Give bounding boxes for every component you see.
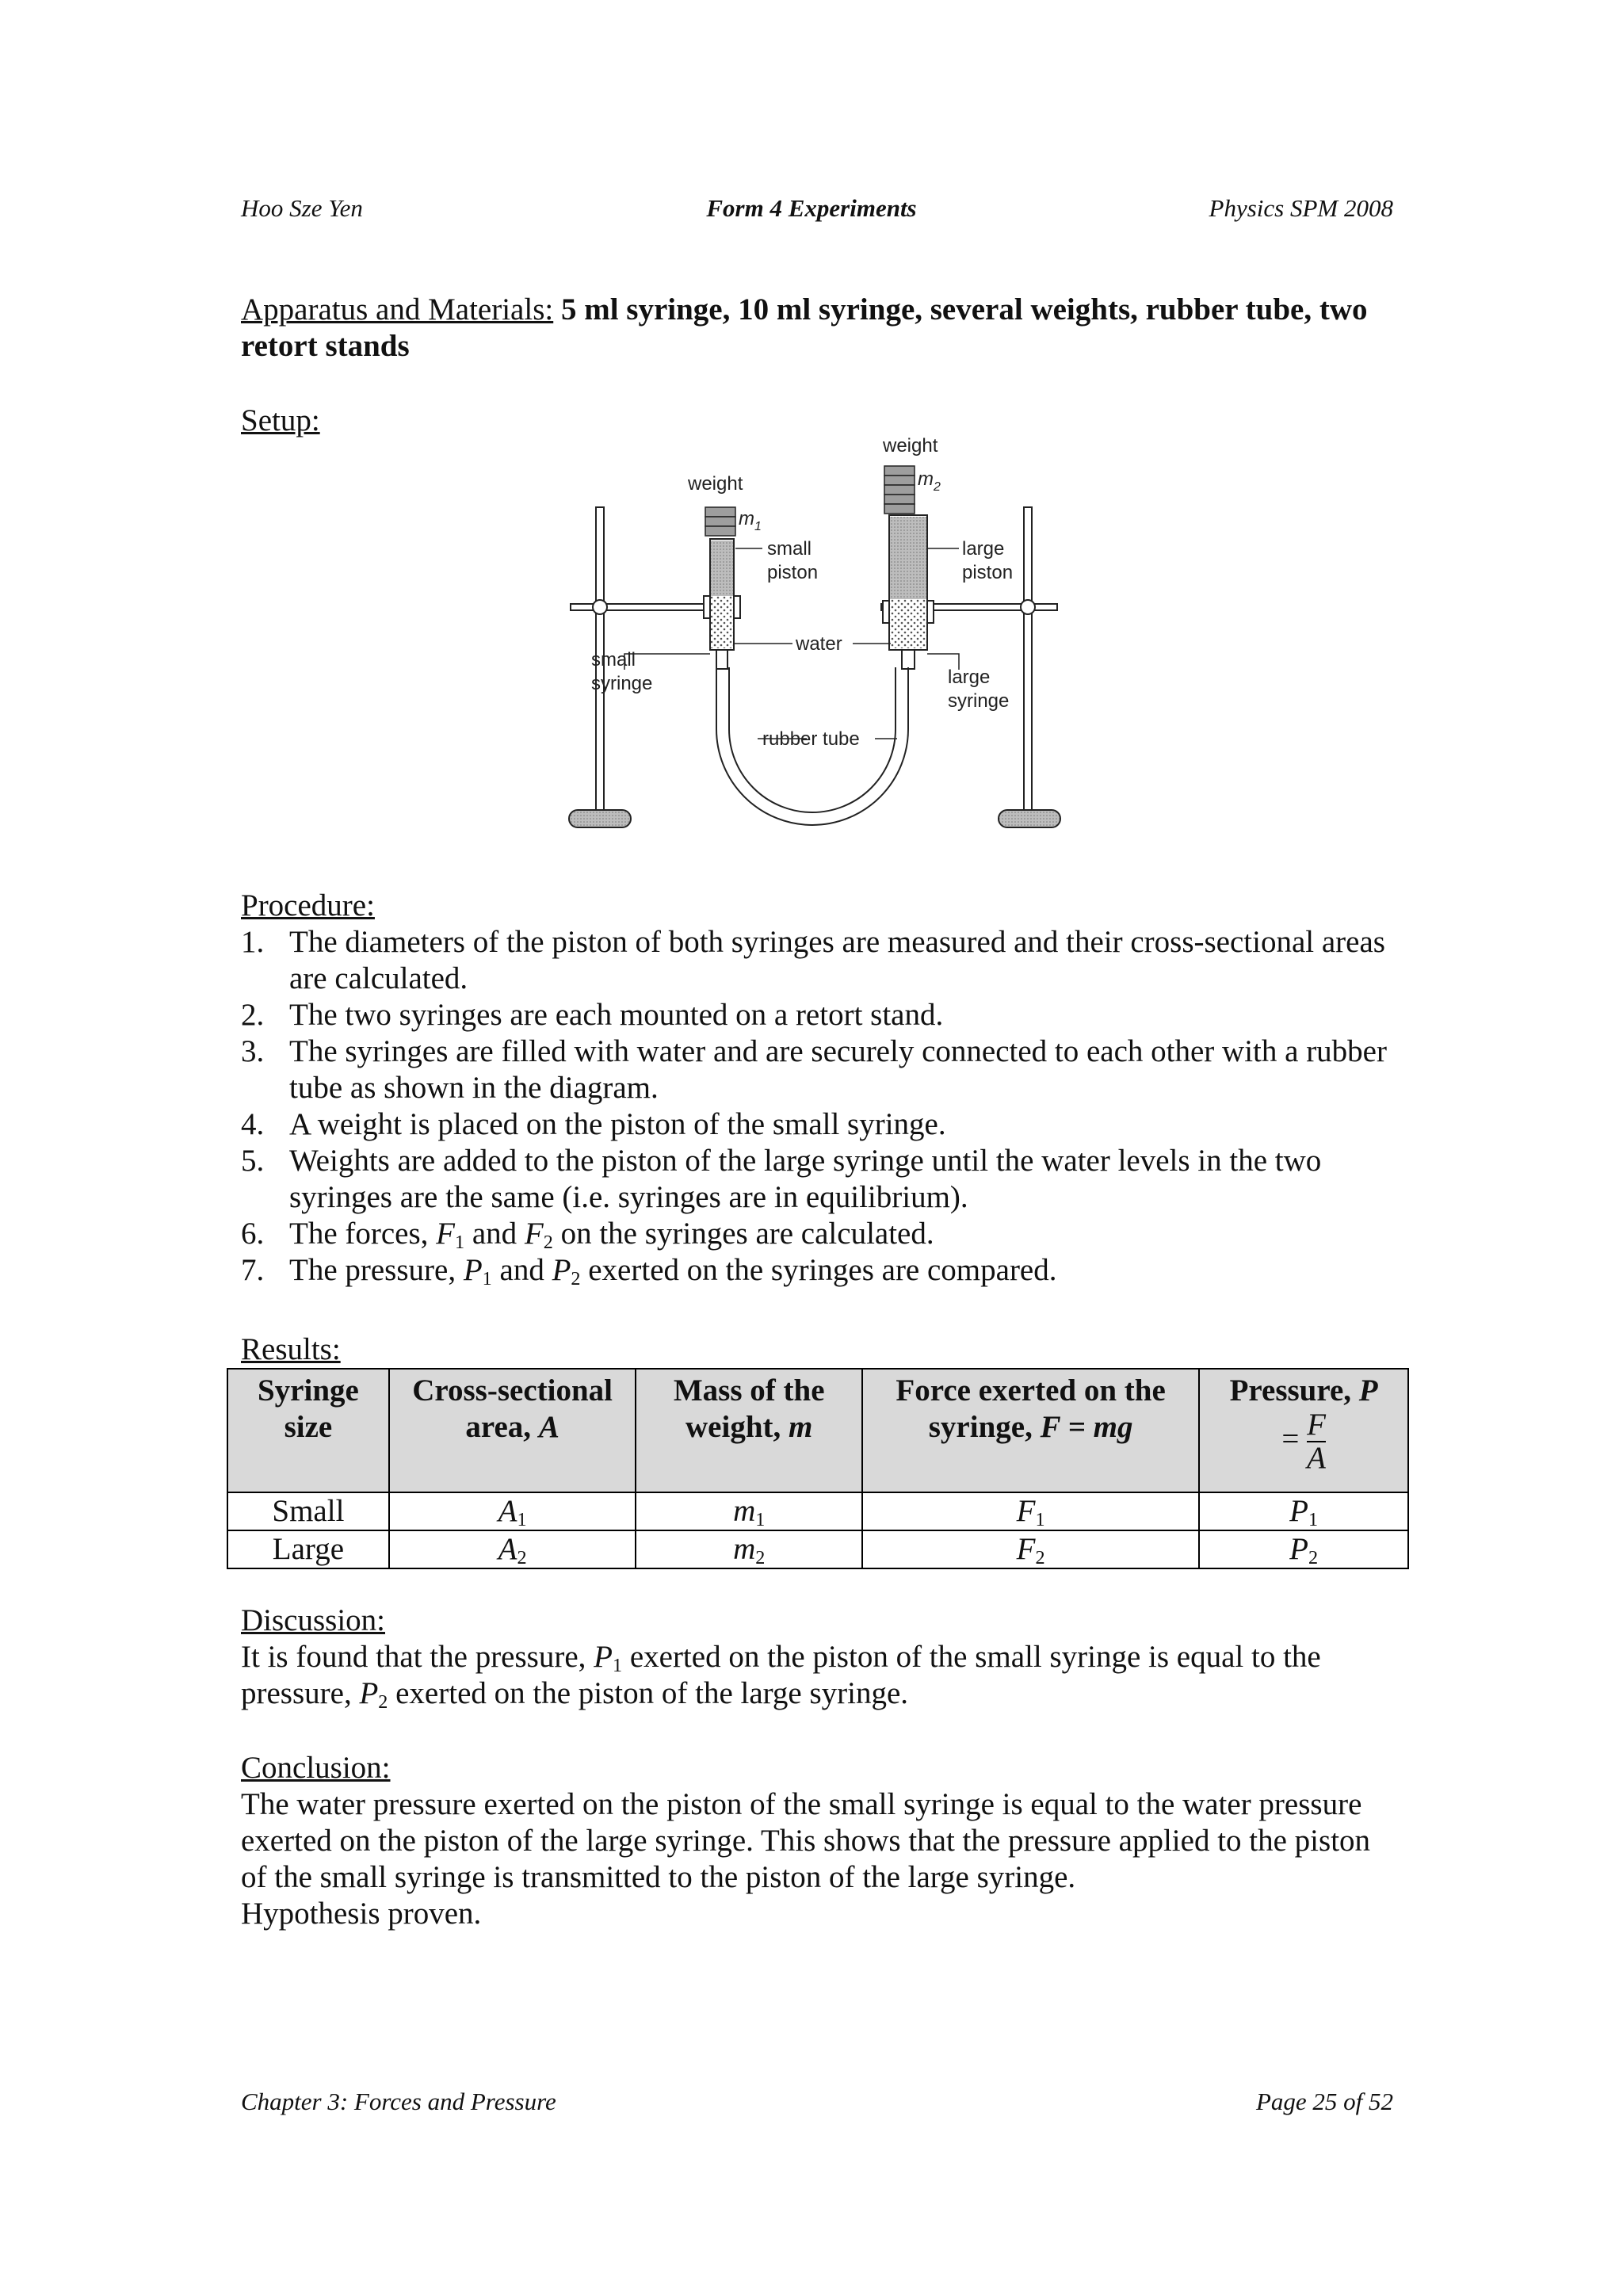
list-item: 4. A weight is placed on the piston of the small syringe.	[241, 1107, 946, 1141]
label-large-piston-2: piston	[962, 562, 1014, 583]
list-item: 7. The pressure, $P_1$ and $P_2$ exerted on the syringes are compared.	[241, 1253, 1057, 1290]
conclusion-label: Conclusion:	[241, 1751, 391, 1785]
footer-page-number: Page 25 of 52	[1255, 2088, 1393, 2115]
apparatus-text: 5 ml syringe, 10 ml syringe, several weights, rubber tube, two retort stands	[241, 292, 1368, 363]
small-syringe	[704, 539, 740, 669]
header-mass: Mass of the weight, m	[636, 1369, 862, 1492]
list-item: 2. The two syringes are each mounted on a retort stand.	[241, 998, 944, 1032]
setup-label: Setup:	[241, 403, 320, 437]
procedure-section	[241, 888, 1398, 1289]
table-header-row	[227, 1369, 1408, 1492]
table-row: Small $A_1$ $m_1$ $F_1$ $P_1$	[227, 1492, 1408, 1530]
list-item: 3. The syringes are filled with water and are securely connected to each other with a rubber tube as shown in the diagram.	[241, 1034, 1387, 1105]
discussion-label: Discussion:	[241, 1603, 386, 1637]
label-large-piston-1: large	[962, 538, 1005, 560]
results-section	[241, 1331, 1398, 1368]
list-item: 5. Weights are added to the piston of the large syringe until the water levels in the two syringes are the same (i.e. syringes are in equilibrium).	[241, 1144, 1322, 1214]
label-small-piston-1: small	[767, 538, 812, 560]
conclusion-hypothesis: Hypothesis proven.	[241, 1897, 482, 1931]
header-pressure: Pressure, P = $\frac{F}{A}$	[1199, 1369, 1408, 1492]
large-syringe	[883, 515, 934, 669]
list-item: 1. The diameters of the piston of both syringes are measured and their cross-sectional areas are calculated.	[241, 925, 1385, 995]
results-table	[227, 1368, 1409, 1569]
label-large-syringe-2: syringe	[948, 690, 1010, 712]
conclusion-text: The water pressure exerted on the piston of the small syringe is equal to the water pressure exerted on the piston of the large syringe. This shows that the pressure applied to the piston of the small syringe is transmitted to the piston of the large syringe.	[241, 1787, 1371, 1894]
results-label: Results:	[241, 1332, 341, 1366]
header-area: Cross-sectional area, A	[389, 1369, 636, 1492]
apparatus-section	[241, 292, 1398, 365]
procedure-label: Procedure:	[241, 888, 375, 923]
pressure-fraction: $\frac{F}{A}$	[1307, 1408, 1326, 1475]
table-row: Large $A_2$ $m_2$ $F_2$ $P_2$	[227, 1530, 1408, 1568]
large-weight	[884, 466, 915, 514]
label-small-syringe-1: small	[591, 649, 636, 670]
label-rubber-tube: rubber tube	[762, 728, 860, 750]
header-title: Form 4 Experiments	[706, 194, 917, 222]
list-item: 6. The forces, $F_1$ and $F_2$ on the syringes are calculated.	[241, 1217, 934, 1254]
header-subject: Physics SPM 2008	[1209, 194, 1393, 222]
header-syringe-size: Syringe size	[227, 1369, 389, 1492]
label-small-syringe-2: syringe	[591, 673, 653, 694]
label-large-syringe-1: large	[948, 667, 991, 688]
label-m2: $m_2$	[918, 468, 941, 494]
label-weight-right: weight	[883, 435, 938, 457]
setup-diagram	[555, 428, 1094, 840]
discussion-text: It is found that the pressure, $P_1$ exerted on the piston of the small syringe is equal to the pressure, $P_2$ exerted on the piston of the large syringe.	[241, 1640, 1321, 1713]
label-weight-left: weight	[688, 473, 743, 495]
header-author: Hoo Sze Yen	[241, 194, 363, 222]
label-m1: $m_1$	[739, 508, 762, 533]
label-small-piston-2: piston	[767, 562, 819, 583]
small-weight	[705, 507, 735, 536]
apparatus-label: Apparatus and Materials:	[241, 292, 554, 327]
footer-chapter: Chapter 3: Forces and Pressure	[241, 2088, 556, 2115]
discussion-section	[241, 1603, 1398, 1712]
header-force: Force exerted on the syringe, F = mg	[862, 1369, 1199, 1492]
label-water: water	[796, 633, 842, 655]
procedure-list	[241, 924, 1398, 1289]
conclusion-section	[241, 1750, 1398, 1932]
left-retort-stand	[569, 507, 710, 827]
